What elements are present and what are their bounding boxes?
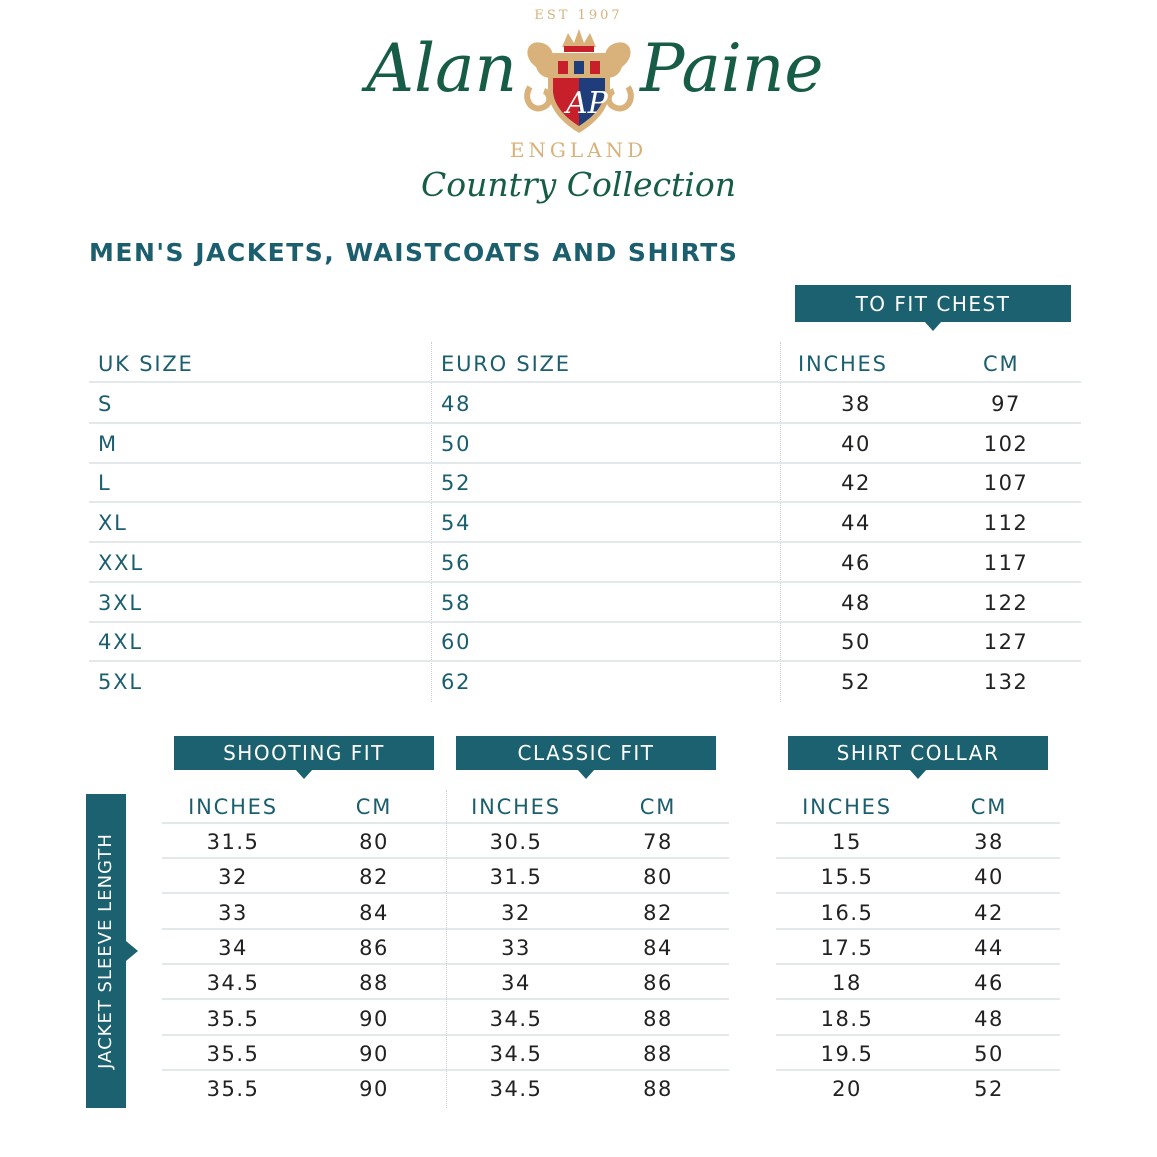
row-divider bbox=[162, 1034, 446, 1036]
chest-inches-cell: 42 bbox=[841, 471, 871, 496]
inches-cell: 31.5 bbox=[206, 830, 260, 854]
inches-cell: 33 bbox=[501, 935, 531, 960]
row-divider bbox=[776, 892, 1060, 894]
row-divider bbox=[445, 892, 729, 894]
row-divider bbox=[776, 928, 1060, 930]
jacket-sleeve-length-tag bbox=[86, 794, 126, 1108]
to-fit-chest-tag bbox=[795, 285, 1071, 322]
chest-cm-cell: 97 bbox=[991, 392, 1021, 416]
column-divider bbox=[446, 790, 447, 1108]
fit-tag bbox=[174, 736, 434, 770]
row-divider bbox=[445, 998, 729, 1000]
inches-cell: 31.5 bbox=[489, 865, 543, 890]
row-divider bbox=[445, 857, 729, 859]
cm-cell: 88 bbox=[643, 1077, 673, 1102]
chest-inches-cell: 52 bbox=[841, 669, 871, 694]
cm-cell: 48 bbox=[974, 1006, 1004, 1031]
euro-size-cell: 62 bbox=[441, 669, 472, 694]
inches-cell: 34.5 bbox=[489, 1077, 543, 1102]
crest-icon bbox=[522, 27, 636, 135]
cm-cell: 80 bbox=[643, 865, 673, 890]
inches-cell: 34.5 bbox=[489, 1006, 543, 1031]
logo-collection: Country Collection bbox=[421, 165, 736, 204]
inches-cell: 33 bbox=[218, 900, 248, 925]
cm-cell: 50 bbox=[974, 1041, 1004, 1066]
inches-cell: 34.5 bbox=[489, 1041, 543, 1066]
cm-cell: 44 bbox=[974, 935, 1004, 960]
to-fit-chest-label: TO FIT CHEST bbox=[855, 291, 1011, 316]
chest-cm-cell: 107 bbox=[983, 471, 1029, 496]
chest-inches-cell: 46 bbox=[841, 550, 871, 575]
inches-header: INCHES bbox=[188, 795, 278, 819]
inches-cell: 35.5 bbox=[206, 1077, 260, 1102]
row-divider bbox=[445, 1034, 729, 1036]
logo-country: ENGLAND bbox=[509, 138, 648, 162]
row-divider bbox=[445, 1069, 729, 1071]
uk-size-cell: XXL bbox=[98, 550, 144, 575]
inches-cell: 34 bbox=[501, 971, 531, 996]
inches-cell: 32 bbox=[501, 900, 531, 925]
row-divider bbox=[89, 462, 1081, 464]
row-divider bbox=[89, 581, 1081, 583]
row-divider bbox=[162, 1069, 446, 1071]
row-divider bbox=[162, 892, 446, 894]
cm-cell: 78 bbox=[643, 830, 673, 854]
row-divider bbox=[162, 998, 446, 1000]
inches-header: INCHES bbox=[471, 795, 561, 819]
chest-inches-cell: 38 bbox=[841, 392, 871, 416]
cm-cell: 86 bbox=[359, 935, 389, 960]
row-divider bbox=[89, 541, 1081, 543]
page-title: MEN'S JACKETS, WAISTCOATS AND SHIRTS bbox=[89, 238, 739, 267]
euro-size-cell: 54 bbox=[441, 511, 472, 536]
inches-cell: 18 bbox=[832, 971, 862, 996]
uk-size-cell: XL bbox=[98, 511, 128, 536]
chest-cm-cell: 117 bbox=[983, 550, 1029, 575]
euro-size-cell: 60 bbox=[441, 630, 472, 655]
row-divider bbox=[445, 928, 729, 930]
chest-cm-cell: 112 bbox=[983, 511, 1029, 536]
cm-cell: 52 bbox=[974, 1077, 1004, 1102]
cm-cell: 82 bbox=[359, 865, 389, 890]
cm-cell: 88 bbox=[643, 1006, 673, 1031]
fit-tag-label: SHOOTING FIT bbox=[223, 741, 385, 765]
row-divider bbox=[89, 501, 1081, 503]
jacket-sleeve-length-label: JACKET SLEEVE LENGTH bbox=[95, 833, 116, 1069]
euro-size-cell: 48 bbox=[441, 392, 472, 416]
chest-cm-header: CM bbox=[983, 352, 1020, 376]
inches-cell: 34 bbox=[218, 935, 248, 960]
fit-tag-label: CLASSIC FIT bbox=[517, 741, 655, 765]
chest-inches-header: INCHES bbox=[798, 352, 888, 376]
inches-cell: 32 bbox=[218, 865, 248, 890]
row-divider bbox=[776, 822, 1060, 824]
row-divider bbox=[445, 963, 729, 965]
chest-cm-cell: 102 bbox=[983, 431, 1029, 456]
logo-est-text: EST 1907 bbox=[534, 8, 623, 23]
euro-size-cell: 56 bbox=[441, 550, 472, 575]
column-divider bbox=[780, 342, 781, 702]
euro-size-cell: 58 bbox=[441, 590, 472, 615]
cm-cell: 90 bbox=[359, 1041, 389, 1066]
row-divider bbox=[776, 857, 1060, 859]
logo-brand-left: Alan bbox=[366, 30, 517, 107]
fit-tag bbox=[788, 736, 1048, 770]
cm-cell: 88 bbox=[643, 1041, 673, 1066]
row-divider bbox=[162, 822, 446, 824]
chest-cm-cell: 127 bbox=[983, 630, 1029, 655]
cm-cell: 88 bbox=[359, 971, 389, 996]
chest-inches-cell: 44 bbox=[841, 511, 871, 536]
row-divider bbox=[162, 857, 446, 859]
uk-size-cell: 3XL bbox=[98, 590, 143, 615]
row-divider bbox=[445, 822, 729, 824]
uk-size-header: UK SIZE bbox=[98, 352, 194, 376]
chest-cm-cell: 132 bbox=[983, 669, 1029, 694]
chest-inches-cell: 50 bbox=[841, 630, 871, 655]
cm-cell: 38 bbox=[974, 830, 1004, 854]
inches-cell: 20 bbox=[832, 1077, 862, 1102]
inches-cell: 15 bbox=[832, 830, 862, 854]
uk-size-cell: 5XL bbox=[98, 669, 143, 694]
inches-cell: 35.5 bbox=[206, 1041, 260, 1066]
cm-cell: 46 bbox=[974, 971, 1004, 996]
row-divider bbox=[89, 660, 1081, 662]
uk-size-cell: S bbox=[98, 392, 114, 416]
uk-size-cell: 4XL bbox=[98, 630, 143, 655]
uk-size-cell: M bbox=[98, 431, 118, 456]
row-divider bbox=[776, 1069, 1060, 1071]
cm-cell: 90 bbox=[359, 1077, 389, 1102]
row-divider bbox=[89, 621, 1081, 623]
cm-header: CM bbox=[355, 795, 393, 819]
cm-header: CM bbox=[970, 795, 1008, 819]
row-divider bbox=[776, 998, 1060, 1000]
inches-cell: 17.5 bbox=[820, 935, 874, 960]
row-divider bbox=[162, 928, 446, 930]
row-divider bbox=[89, 422, 1081, 424]
row-divider bbox=[776, 963, 1060, 965]
cm-cell: 82 bbox=[643, 900, 673, 925]
logo-brand-right: Paine bbox=[640, 30, 824, 107]
cm-header: CM bbox=[639, 795, 677, 819]
fit-tag-label: SHIRT COLLAR bbox=[836, 741, 1000, 765]
cm-cell: 42 bbox=[974, 900, 1004, 925]
uk-size-cell: L bbox=[98, 471, 112, 496]
cm-cell: 84 bbox=[643, 935, 673, 960]
inches-cell: 34.5 bbox=[206, 971, 260, 996]
cm-cell: 40 bbox=[974, 865, 1004, 890]
inches-cell: 18.5 bbox=[820, 1006, 874, 1031]
row-divider bbox=[776, 1034, 1060, 1036]
inches-cell: 16.5 bbox=[820, 900, 874, 925]
euro-size-cell: 50 bbox=[441, 431, 472, 456]
cm-cell: 84 bbox=[359, 900, 389, 925]
inches-cell: 15.5 bbox=[820, 865, 874, 890]
inches-header: INCHES bbox=[802, 795, 892, 819]
inches-cell: 35.5 bbox=[206, 1006, 260, 1031]
euro-size-header: EURO SIZE bbox=[441, 352, 571, 376]
row-divider bbox=[162, 963, 446, 965]
chest-cm-cell: 122 bbox=[983, 590, 1029, 615]
euro-size-cell: 52 bbox=[441, 471, 472, 496]
cm-cell: 86 bbox=[643, 971, 673, 996]
cm-cell: 80 bbox=[359, 830, 389, 854]
fit-tag bbox=[456, 736, 716, 770]
column-divider bbox=[431, 342, 432, 702]
brand-logo bbox=[0, 0, 1157, 225]
row-divider bbox=[89, 381, 1081, 383]
chest-inches-cell: 48 bbox=[841, 590, 871, 615]
crest-letters: AP bbox=[566, 86, 608, 121]
inches-cell: 19.5 bbox=[820, 1041, 874, 1066]
inches-cell: 30.5 bbox=[489, 830, 543, 854]
cm-cell: 90 bbox=[359, 1006, 389, 1031]
chest-inches-cell: 40 bbox=[841, 431, 871, 456]
